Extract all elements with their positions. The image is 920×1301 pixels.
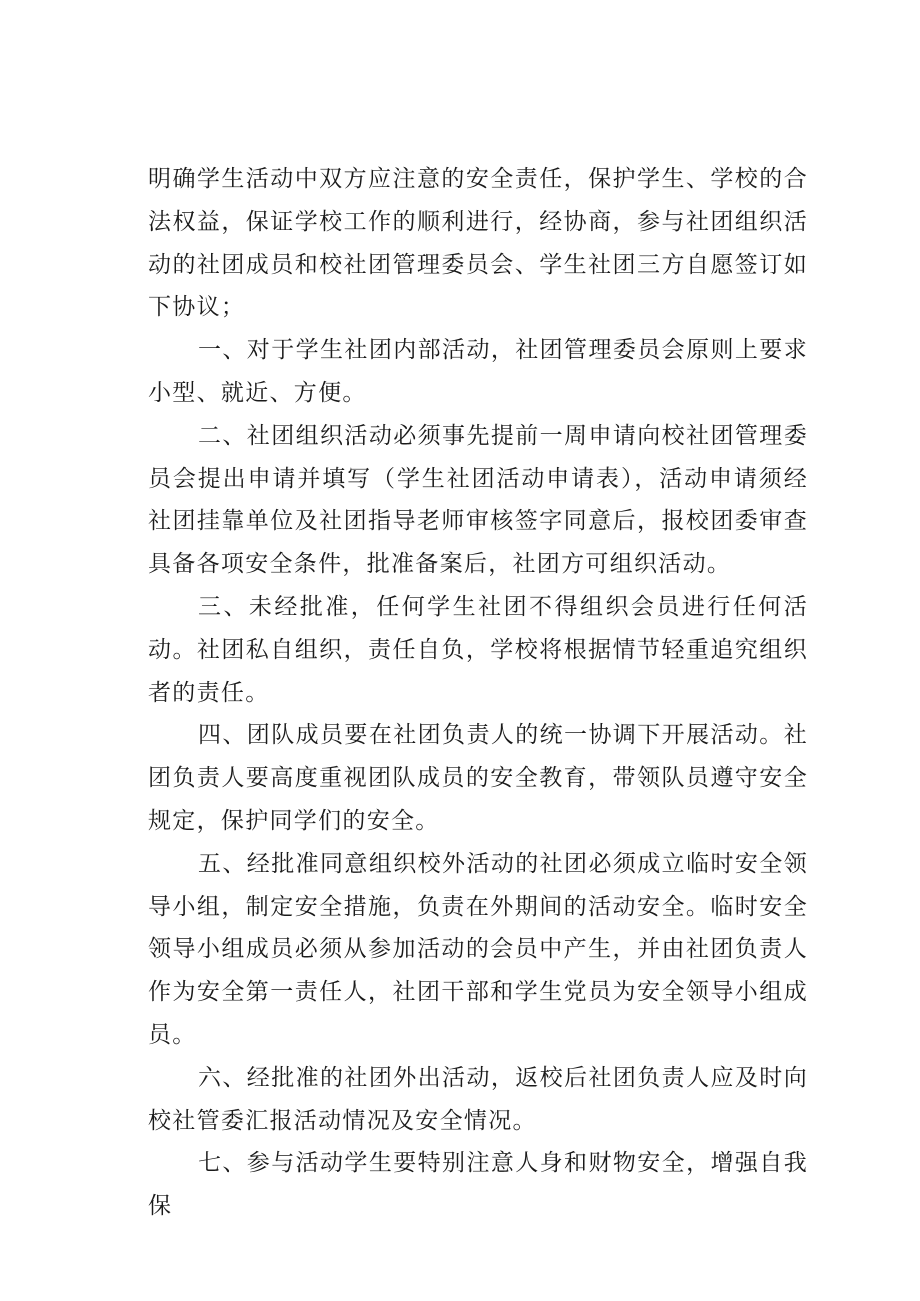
paragraph-clause-7: 七、参与活动学生要特别注意人身和财物安全，增强自我保 (148, 1150, 808, 1220)
paragraph-clause-5: 五、经批准同意组织校外活动的社团必须成立临时安全领导小组，制定安全措施，负责在外期间的活动安全。临时安全领导小组成员必须从参加活动的会员中产生，并由社团负责人作为安全第一责任人，社团干部和学生党员为安全领导小组成员。 (148, 850, 808, 1048)
paragraph-clause-1: 一、对于学生社团内部活动，社团管理委员会原则上要求小型、就近、方便。 (148, 337, 808, 406)
paragraph-clause-4: 四、团队成员要在社团负责人的统一协调下开展活动。社团负责人要高度重视团队成员的安全教育，带领队员遵守安全规定，保护同学们的安全。 (148, 722, 808, 834)
paragraph-clause-2: 二、社团组织活动必须事先提前一周申请向校社团管理委员会提出申请并填写（学生社团活动申请表），活动申请须经社团挂靠单位及社团指导老师审核签字同意后，报校团委审查具备各项安全条件，批准备案后，社团方可组织活动。 (148, 422, 808, 578)
document-body (148, 158, 808, 1228)
paragraph-clause-6: 六、经批准的社团外出活动，返校后社团负责人应及时向校社管委汇报活动情况及安全情况。 (148, 1064, 808, 1134)
paragraph-preamble: 明确学生活动中双方应注意的安全责任，保护学生、学校的合法权益，保证学校工作的顺利进行，经协商，参与社团组织活动的社团成员和校社团管理委员会、学生社团三方自愿签订如下协议； (148, 166, 808, 321)
paragraph-clause-3: 三、未经批准，任何学生社团不得组织会员进行任何活动。社团私自组织，责任自负，学校将根据情节轻重追究组织者的责任。 (148, 593, 808, 706)
